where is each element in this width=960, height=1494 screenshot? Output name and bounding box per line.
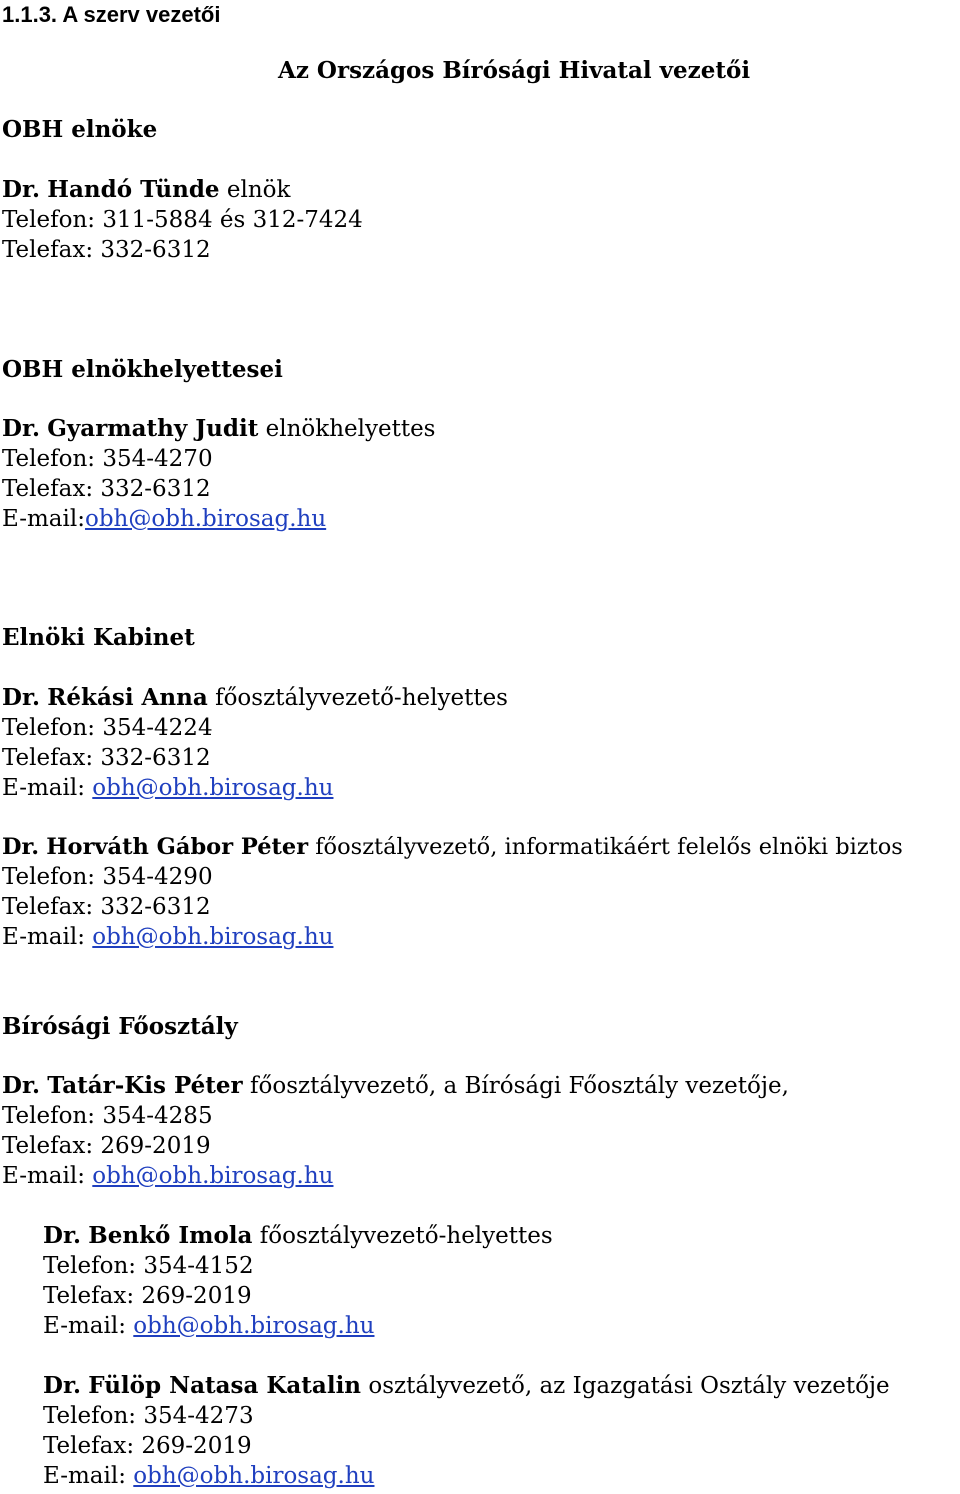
person-role: főosztályvezető, informatikáért felelős elnöki biztos (308, 834, 903, 860)
email-link[interactable]: obh@obh.birosag.hu (92, 1163, 334, 1189)
person-phone: Telefon: 354-4152 (43, 1253, 254, 1279)
person-fax: Telefax: 332-6312 (2, 476, 211, 502)
person-name-line: Dr. Handó Tünde elnök (2, 176, 291, 203)
person-phone: Telefon: 354-4270 (2, 446, 213, 472)
person-name: Horváth Gábor Péter (46, 834, 309, 860)
email-link[interactable]: obh@obh.birosag.hu (92, 775, 334, 801)
person-email-line: E-mail: obh@obh.birosag.hu (43, 1313, 375, 1339)
person-role: osztályvezető, az Igazgatási Osztály vezetője (361, 1373, 890, 1399)
person-fax: Telefax: 269-2019 (43, 1433, 252, 1459)
person-role: főosztályvezető-helyettes (252, 1223, 553, 1249)
person-email-line: E-mail:obh@obh.birosag.hu (2, 506, 327, 532)
group-heading-court-department: Bírósági Főosztály (2, 1013, 238, 1040)
person-phone: Telefon: 354-4224 (2, 715, 213, 741)
person-fax: Telefax: 332-6312 (2, 745, 211, 771)
email-link[interactable]: obh@obh.birosag.hu (84, 506, 327, 532)
person-name: Rékási Anna (47, 684, 208, 711)
person-name: Fülöp Natasa Katalin (88, 1372, 362, 1399)
email-link[interactable]: obh@obh.birosag.hu (133, 1313, 375, 1339)
person-fax: Telefax: 332-6312 (2, 237, 211, 263)
person-name: Gyarmathy Judit (47, 415, 259, 442)
person-name-line: Dr. Tatár-Kis Péter főosztályvezető, a Bírósági Főosztály vezetője, (2, 1072, 789, 1099)
person-phone: Telefon: 354-4285 (2, 1103, 213, 1129)
person-name-line: Dr. Rékási Anna főosztályvezető-helyettes (2, 684, 508, 711)
person-role: elnökhelyettes (258, 416, 436, 442)
person-name: Benkő Imola (88, 1222, 253, 1249)
person-email-line: E-mail: obh@obh.birosag.hu (43, 1463, 375, 1489)
person-name-line: Dr. Gyarmathy Judit elnökhelyettes (2, 415, 436, 442)
section-title: 1.1.3. A szerv vezetői (2, 2, 221, 27)
person-name: Handó Tünde (47, 176, 220, 203)
person-email-line: E-mail: obh@obh.birosag.hu (2, 775, 334, 801)
person-fax: Telefax: 269-2019 (2, 1133, 211, 1159)
person-fax: Telefax: 269-2019 (43, 1283, 252, 1309)
group-heading-vice-presidents: OBH elnökhelyettesei (2, 356, 283, 383)
person-fax: Telefax: 332-6312 (2, 894, 211, 920)
group-heading-president: OBH elnöke (2, 116, 158, 143)
person-email-line: E-mail: obh@obh.birosag.hu (2, 1163, 334, 1189)
person-name-line: Dr. Horváth Gábor Péter főosztályvezető, informatikáért felelős elnöki biztos (2, 834, 903, 860)
person-name: Tatár-Kis Péter (47, 1072, 243, 1099)
person-phone: Telefon: 354-4273 (43, 1403, 254, 1429)
person-role: főosztályvezető, a Bírósági Főosztály vezetője, (242, 1073, 789, 1099)
person-name-line: Dr. Benkő Imola főosztályvezető-helyettes (43, 1222, 553, 1249)
email-link[interactable]: obh@obh.birosag.hu (92, 924, 334, 950)
person-phone: Telefon: 354-4290 (2, 864, 213, 890)
person-role: főosztályvezető-helyettes (207, 685, 508, 711)
person-email-line: E-mail: obh@obh.birosag.hu (2, 924, 334, 950)
person-name-line: Dr. Fülöp Natasa Katalin osztályvezető, az Igazgatási Osztály vezetője (43, 1372, 890, 1399)
person-phone: Telefon: 311-5884 és 312-7424 (2, 207, 363, 233)
section-subtitle: Az Országos Bírósági Hivatal vezetői (278, 57, 751, 84)
group-heading-cabinet: Elnöki Kabinet (2, 624, 195, 651)
person-role: elnök (219, 177, 291, 203)
email-link[interactable]: obh@obh.birosag.hu (133, 1463, 375, 1489)
